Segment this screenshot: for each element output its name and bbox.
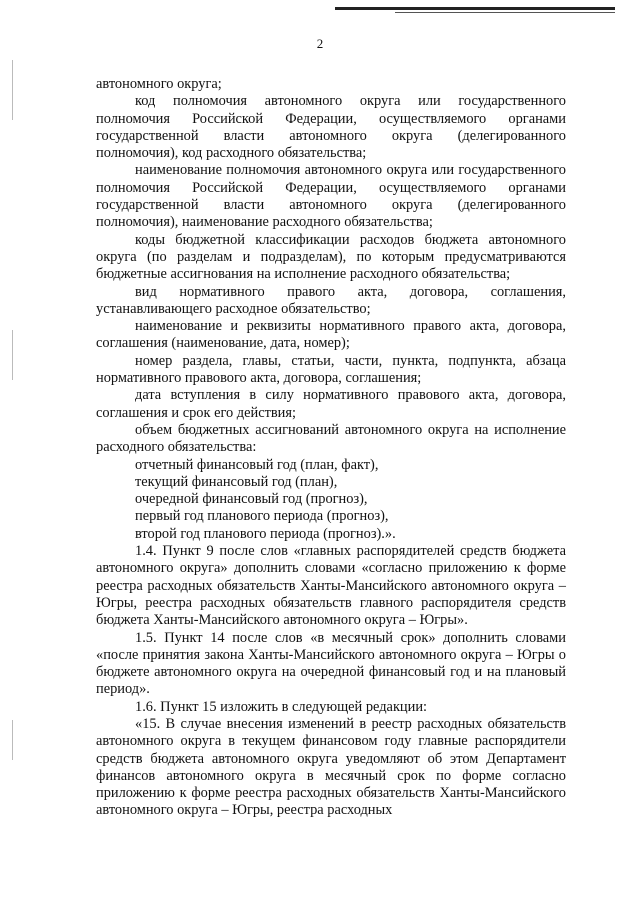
paragraph: 1.6. Пункт 15 изложить в следующей редакции: (135, 698, 428, 715)
paragraph: 1.5. Пункт 14 после слов «в месячный срок» дополнить словами «после принятия закона Ханты-Мансийского автономного округа – Югры о бюджете автономного округа на очередной финансовый год и на плановый период». (96, 629, 566, 698)
margin-mark (12, 60, 13, 120)
list-item: второй год планового периода (прогноз).». (135, 525, 396, 542)
paragraph: коды бюджетной классификации расходов бюджета автономного округа (по разделам и подразделам), по которым предусматриваются бюджетные ассигнования на исполнение расходного обязательства; (96, 231, 566, 283)
paragraph: наименование и реквизиты нормативного правого акта, договора, соглашения (наименование, дата, номер); (96, 318, 566, 352)
paragraph: 1.4. Пункт 9 после слов «главных распорядителей средств бюджета автономного округа» дополнить словами «согласно приложению к форме реестра расходных обязательств Ханты-Мансийского автономного округа – Югры, реестра расходных обязательств главного распорядителя средств бюджета Ханты-Мансийского автономного округа – Югры». (96, 543, 566, 629)
paragraph: дата вступления в силу нормативного правового акта, договора, соглашения и срок его действия; (96, 387, 566, 421)
margin-mark (12, 720, 13, 760)
list-item: отчетный финансовый год (план, факт), (135, 456, 379, 473)
paragraph: номер раздела, главы, статьи, части, пункта, подпункта, абзаца нормативного правового акта, договора, соглашения; (96, 352, 566, 387)
paragraph: код полномочия автономного округа или государственного полномочия Российской Федерации, осуществляемого органами государственной власти автономного округа (делегированного полномочия), код расходного обязательства; (96, 93, 566, 162)
document-body (96, 76, 566, 820)
header-rule-thin (395, 12, 615, 13)
paragraph: «15. В случае внесения изменений в реестр расходных обязательств автономного округа в текущем финансовом году главные распорядители средств бюджета автономного округа уведомляют об этом Департамент финансов автономного округа в месячный срок по форме согласно приложению к форме реестра расходных обязательств Ханты-Мансийского автономного округа – Югры, реестра расходных (96, 715, 566, 819)
list-item: текущий финансовый год (план), (135, 473, 338, 490)
paragraph: объем бюджетных ассигнований автономного округа на исполнение расходного обязательства: (96, 421, 566, 456)
margin-mark (12, 330, 13, 380)
paragraph: наименование полномочия автономного округа или государственного полномочия Российской Федерации, осуществляемого органами государственной власти автономного округа (делегированного полномочия), наименование расходного обязательства; (96, 162, 566, 231)
paragraph: автономного округа; (96, 76, 222, 92)
list-item: очередной финансовый год (прогноз), (135, 491, 368, 508)
header-rule (335, 7, 615, 10)
page-number: 2 (316, 36, 324, 51)
list-item: первый год планового периода (прогноз), (135, 508, 389, 525)
paragraph: вид нормативного правого акта, договора, соглашения, устанавливающего расходное обязательство; (96, 283, 566, 317)
